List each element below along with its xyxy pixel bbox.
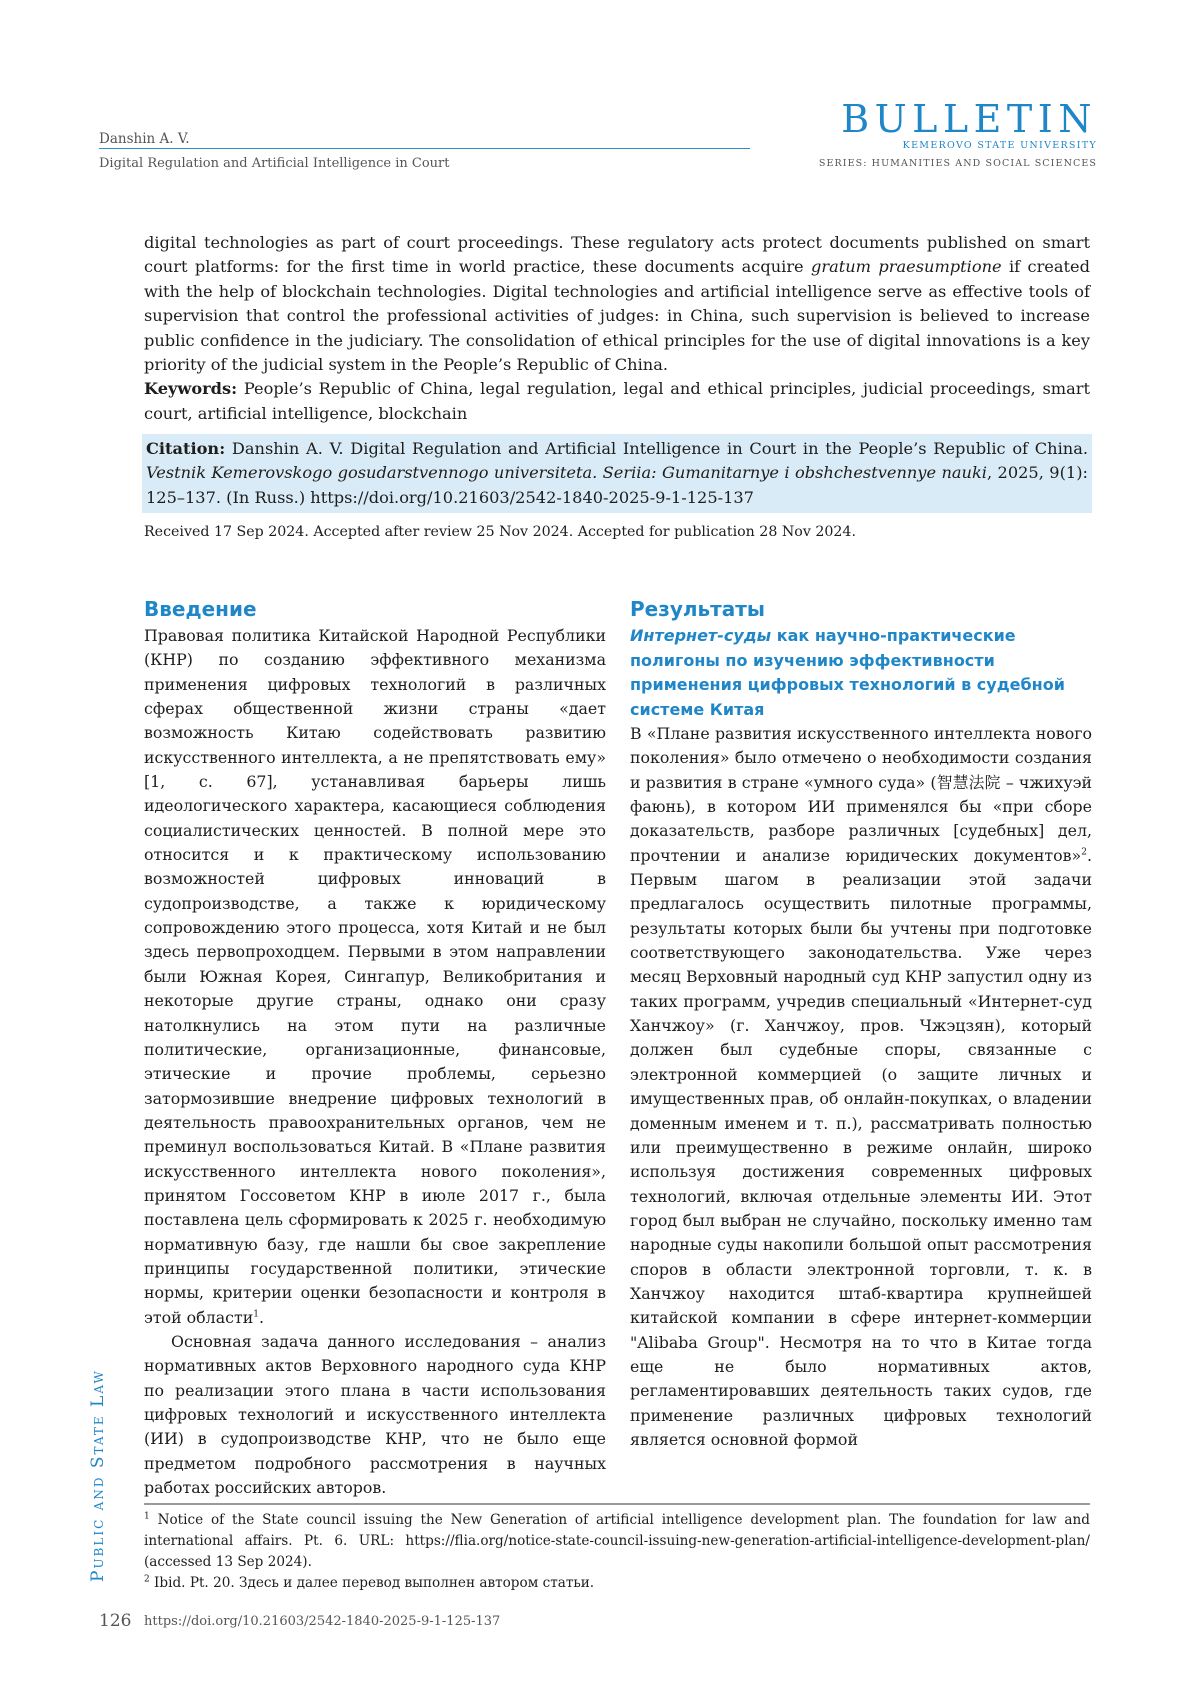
section-side-label: Public and State Law [88,1369,108,1582]
abstract-block [144,231,1090,426]
subsection-heading: Интернет-суды как научно-практические полигоны по изучению эффективности применения цифровых технологий в судебной системе Китая [630,626,1065,719]
header-rule [99,148,750,149]
received-dates: Received 17 Sep 2024. Accepted after review 25 Nov 2024. Accepted for publication 28 Nov 2024. [144,524,856,540]
results-paragraph-1: В «Плане развития искусственного интеллекта нового поколения» было отмечено о необходимости создания и развития в стране «умного суда» (智慧法院 – чжихуэй фаюнь), в котором ИИ применялся бы «при сборе доказательств, разборе различных [судебных] дел, прочтении и анализе юридических документов»$^2$. Первым шагом в реализации этой задачи предлагалось осуществить пилотные программы, результаты которых были бы учтены при подготовке соответствующего законодательства. Уже через месяц Верховный народный суд КНР запустил одну из таких программ, учредив специальный «Интернет-суд Ханчжоу» (г. Ханчжоу, пров. Чжэцзян), который должен был судебные споры, связанные с электронной коммерцией (о защите личных и имущественных прав, об онлайн-покупках, о владении доменным именем и т. п.), рассматривать полностью или преимущественно в режиме онлайн, широко используя достижения современных цифровых технологий, включая отдельные элементы ИИ. Этот город был выбран не случайно, поскольку именно там народные суды накопили большой опыт рассмотрения споров в области электронной торговли, т. к. в Ханчжоу находится штаб-квартира крупнейшей китайской компании в сфере интернет-коммерции "Alibaba Group". Несмотря на то что в Китае тогда еще не было нормативных актов, регламентировавших деятельность таких судов, где применение различных цифровых технологий является основной формой [630,724,1092,1449]
intro-paragraph-2: Основная задача данного исследования – анализ нормативных актов Верховного народного суда КНР по реализации этого плана в части использования цифровых технологий и искусственного интеллекта (ИИ) в судопроизводстве КНР, что не было еще предметом подробного рассмотрения в научных работах российских авторов. [144,1331,606,1498]
citation-journal: Vestnik Kemerovskogo gosudarstvennogo universiteta. Seriia: Gumanitarnye i obshchestvennye nauki [146,463,987,483]
running-header-author: Danshin A. V. [99,131,190,147]
keywords [144,377,1090,426]
journal-logo-series: SERIES: HUMANITIES AND SOCIAL SCIENCES [818,158,1097,169]
journal-logo-university: KEMEROVO STATE UNIVERSITY [902,140,1097,151]
intro-paragraph-1: Правовая политика Китайской Народной Республики (КНР) по созданию эффективного механизма применения цифровых технологий в различных сферах общественной жизни страны «дает возможность Китаю содействовать развитию искусственного интеллекта, а не препятствовать ему» [1, с. 67], устанавливая барьеры лишь идеологического характера, касающиеся соблюдения социалистических ценностей. В полной мере это относится и к практическому использованию возможностей цифровых инноваций в судопроизводстве, а также к юридическому сопровождению этого процесса, хотя Китай и не был здесь первопроходцем. Первыми в этом направлении были Южная Корея, Сингапур, Великобритания и некоторые другие страны, однако они сразу натолкнулись на этом пути на различные политические, организационные, финансовые, этические и прочие проблемы, серьезно затормозившие внедрение цифровых технологий в деятельность правоохранительных органов, чем не преминул воспользоваться Китай. В «Плане развития искусственного интеллекта нового поколения», принятом Госсоветом КНР в июле 2017 г., была поставлена цель сформировать к 2025 г. необходимую нормативную базу, где нашли бы свое закрепление принципы государственной политики, этические нормы, критерии оценки безопасности и контроля в этой области$^1$. [144,626,606,1327]
journal-logo-word: BULLETIN [841,97,1097,141]
footnotes [144,1510,1090,1594]
left-column [144,594,606,1500]
page-number: 126 [99,1611,132,1631]
footnote-2: $^2$ Ibid. Pt. 20. Здесь и далее перевод выполнен автором статьи. [144,1574,595,1591]
right-column [630,594,1092,1452]
footer-doi-link[interactable]: https://doi.org/10.21603/2542-1840-2025-9-1-125-137 [144,1614,501,1629]
running-header-title: Digital Regulation and Artificial Intelligence in Court [99,156,450,171]
footnote-ref-1[interactable]: 1 [253,1309,259,1320]
section-heading-introduction: Введение [144,597,257,621]
keywords-list: People’s Republic of China, legal regulation, legal and ethical principles, judicial proceedings, smart court, artificial intelligence, blockchain [144,379,1090,423]
footnote-rule [144,1503,1090,1505]
section-heading-results: Результаты [630,597,765,621]
abstract-latin-term: gratum praesumptione [811,257,1002,277]
citation-label: Citation: [146,439,226,458]
citation-box: Citation: Danshin A. V. Digital Regulation and Artificial Intelligence in Court in the People’s Republic of China. Vestnik Kemerovskogo gosudarstvennogo universiteta. Seriia: Gumanitarnye i obshchestvennye nauki, 2025, 9(1): 125–137. (In Russ.) https://doi.org/10.21603/2542-1840-2025-9-1-125-137 [142,434,1092,513]
keywords-label: Keywords: [144,379,238,399]
abstract-text: digital technologies as part of court proceedings. These regulatory acts protect documents published on smart court platforms: for the first time in world practice, these documents acquire gratum praesumptione if created with the help of blockchain technologies. Digital technologies and artificial intelligence serve as effective tools of supervision that control the professional activities of judges: in China, such supervision is believed to increase public confidence in the judiciary. The consolidation of ethical principles for the use of digital innovations is a key priority of the judicial system in the People’s Republic of China. [144,233,1090,375]
citation-doi[interactable]: , 2025, 9(1): 125–137. (In Russ.) https://doi.org/10.21603/2542-1840-2025-9-1-125-137 [146,463,1088,507]
footnote-ref-2[interactable]: 2 [1081,847,1087,858]
footnote-1: $^1$ Notice of the State council issuing the New Generation of artificial intelligence development plan. The foundation for law and international affairs. Pt. 6. URL: https://flia.org/notice-state-council-issuing-new-generation-artificial-intelligence-development-plan/ (accessed 13 Sep 2024). [144,1511,1090,1570]
